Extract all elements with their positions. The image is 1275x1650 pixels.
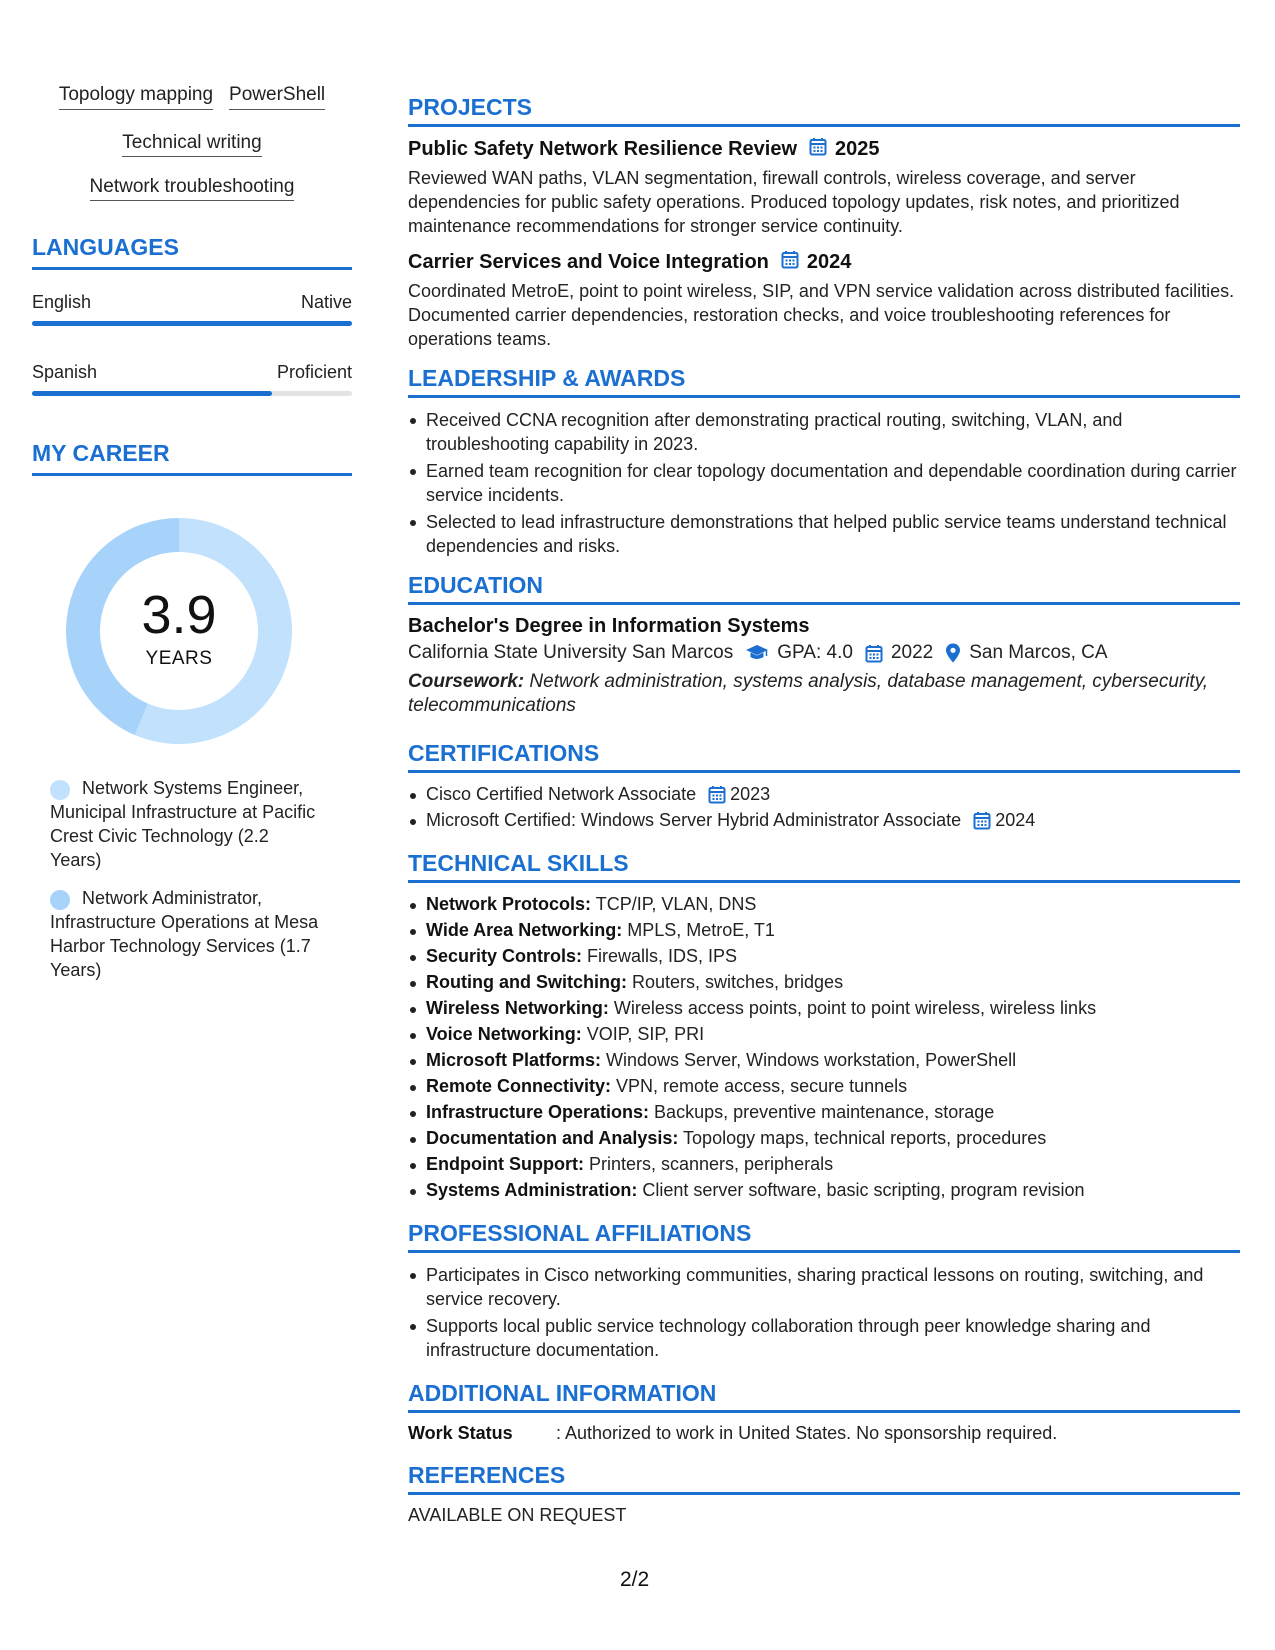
career-legend-dot <box>50 890 70 910</box>
language-level: Native <box>300 292 352 312</box>
main-content <box>408 94 1240 1540</box>
skill-tag: Technical writing <box>122 132 261 157</box>
certifications-section <box>408 740 1240 832</box>
leadership-item: Received CCNA recognition after demonstrating practical routing, switching, VLAN, and troubleshooting capability in 2023. <box>408 408 1240 456</box>
project-name: Public Safety Network Resilience Review <box>408 138 798 160</box>
references-heading: REFERENCES <box>408 1462 1240 1495</box>
language-row <box>32 362 352 383</box>
career-item: Network Administrator, Infrastructure Operations at Mesa Harbor Technology Services (1.7 Years) <box>50 888 319 980</box>
certification-item <box>408 809 1240 832</box>
certification-name: Cisco Certified Network Associate <box>426 784 697 804</box>
certification-year: 2024 <box>995 810 1036 830</box>
calendar-icon <box>708 785 726 804</box>
skill-item: Documentation and Analysis: Topology maps, technical reports, procedures <box>408 1127 1240 1150</box>
project-item <box>408 137 1240 238</box>
additional-info-heading: ADDITIONAL INFORMATION <box>408 1380 1240 1413</box>
language-bar <box>32 391 352 396</box>
education-coursework: Coursework: Network administration, systems analysis, database management, cybersecurity, telecommunications <box>408 671 1209 716</box>
calendar-icon <box>865 644 883 663</box>
skill-tag: Network troubleshooting <box>90 176 295 201</box>
education-year: 2022 <box>890 642 934 663</box>
career-donut <box>66 518 292 744</box>
affiliation-item: Participates in Cisco networking communities, sharing practical lessons on routing, switching, and service recovery. <box>408 1263 1240 1311</box>
skill-item: Wireless Networking: Wireless access points, point to point wireless, wireless links <box>408 997 1240 1020</box>
affiliations-heading: PROFESSIONAL AFFILIATIONS <box>408 1220 1240 1253</box>
leadership-list <box>408 408 1240 558</box>
skill-tag: PowerShell <box>229 84 325 110</box>
certification-year: 2023 <box>730 784 771 804</box>
work-status-value: : Authorized to work in United States. No sponsorship required. <box>556 1423 1058 1443</box>
leadership-item: Earned team recognition for clear topology documentation and dependable coordination during carrier service incidents. <box>408 459 1240 507</box>
skill-item: Microsoft Platforms: Windows Server, Windows workstation, PowerShell <box>408 1049 1240 1072</box>
skill-item: Voice Networking: VOIP, SIP, PRI <box>408 1023 1240 1046</box>
project-item <box>408 250 1240 351</box>
projects-heading: PROJECTS <box>408 94 1240 127</box>
career-list <box>50 776 320 982</box>
affiliation-item: Supports local public service technology collaboration through peer knowledge sharing and infrastructure documentation. <box>408 1314 1240 1362</box>
skill-tags <box>32 84 352 198</box>
skill-item: Routing and Switching: Routers, switches, bridges <box>408 971 1240 994</box>
skill-item: Wide Area Networking: MPLS, MetroE, T1 <box>408 919 1240 942</box>
certification-item <box>408 783 1240 806</box>
languages-heading: LANGUAGES <box>32 234 352 270</box>
project-name: Carrier Services and Voice Integration <box>408 251 769 273</box>
career-item: Network Systems Engineer, Municipal Infrastructure at Pacific Crest Civic Technology (2.2 Years) <box>50 778 316 870</box>
education-gpa: GPA: 4.0 <box>777 642 853 663</box>
career-years-unit: YEARS <box>145 648 213 669</box>
projects-section <box>408 94 1240 351</box>
skill-item: Security Controls: Firewalls, IDS, IPS <box>408 945 1240 968</box>
language-bar <box>32 321 352 326</box>
leadership-item: Selected to lead infrastructure demonstrations that helped public service teams understand technical dependencies and risks. <box>408 510 1240 558</box>
affiliations-list <box>408 1263 1240 1362</box>
project-year: 2024 <box>806 251 852 273</box>
calendar-icon <box>973 811 991 830</box>
skill-item: Systems Administration: Client server software, basic scripting, program revision <box>408 1179 1240 1202</box>
career-heading: MY CAREER <box>32 440 352 476</box>
education-degree: Bachelor's Degree in Information Systems <box>408 615 810 637</box>
leadership-heading: LEADERSHIP & AWARDS <box>408 365 1240 398</box>
language-bar-fill <box>32 391 272 396</box>
career-legend-dot <box>50 780 70 800</box>
career-total-years: 3.9 <box>141 585 217 645</box>
language-bar-fill <box>32 321 352 326</box>
technical-skills-heading: TECHNICAL SKILLS <box>408 850 1240 883</box>
affiliations-section <box>408 1220 1240 1362</box>
technical-skills-list <box>408 893 1240 1202</box>
location-pin-icon <box>945 643 961 663</box>
references-text: AVAILABLE ON REQUEST <box>408 1505 627 1525</box>
skill-item: Network Protocols: TCP/IP, VLAN, DNS <box>408 893 1240 916</box>
sidebar <box>32 84 352 996</box>
education-location: San Marcos, CA <box>969 642 1108 663</box>
languages-list <box>32 292 352 396</box>
skill-item: Infrastructure Operations: Backups, preventive maintenance, storage <box>408 1101 1240 1124</box>
education-school: California State University San Marcos <box>408 642 734 663</box>
language-row <box>32 292 352 313</box>
references-section <box>408 1462 1240 1526</box>
project-description: Reviewed WAN paths, VLAN segmentation, firewall controls, wireless coverage, and server dependencies for public safety operations. Produced topology updates, risk notes, and prioritized maintenance recommendations for stronger service continuity. <box>408 168 1180 236</box>
certifications-heading: CERTIFICATIONS <box>408 740 1240 773</box>
calendar-icon <box>781 250 799 275</box>
leadership-section <box>408 365 1240 558</box>
skill-tag: Topology mapping <box>59 84 213 110</box>
work-status-label: Work Status <box>408 1423 513 1443</box>
language-name: Spanish <box>32 362 98 382</box>
project-description: Coordinated MetroE, point to point wireless, SIP, and VPN service validation across distributed facilities. Documented carrier dependencies, restoration checks, and voice troubleshooting references for operations teams. <box>408 281 1235 349</box>
certifications-list <box>408 783 1240 832</box>
technical-skills-section <box>408 850 1240 1202</box>
page-number: 2/2 <box>620 1568 650 1591</box>
skill-item: Endpoint Support: Printers, scanners, peripherals <box>408 1153 1240 1176</box>
education-heading: EDUCATION <box>408 572 1240 605</box>
education-section <box>408 572 1240 718</box>
calendar-icon <box>809 137 827 162</box>
additional-info-section <box>408 1380 1240 1444</box>
graduation-cap-icon <box>745 644 769 662</box>
project-year: 2025 <box>835 138 880 160</box>
skill-item: Remote Connectivity: VPN, remote access, secure tunnels <box>408 1075 1240 1098</box>
language-level: Proficient <box>276 362 352 382</box>
language-name: English <box>32 292 92 312</box>
certification-name: Microsoft Certified: Windows Server Hybrid Administrator Associate <box>426 810 962 830</box>
